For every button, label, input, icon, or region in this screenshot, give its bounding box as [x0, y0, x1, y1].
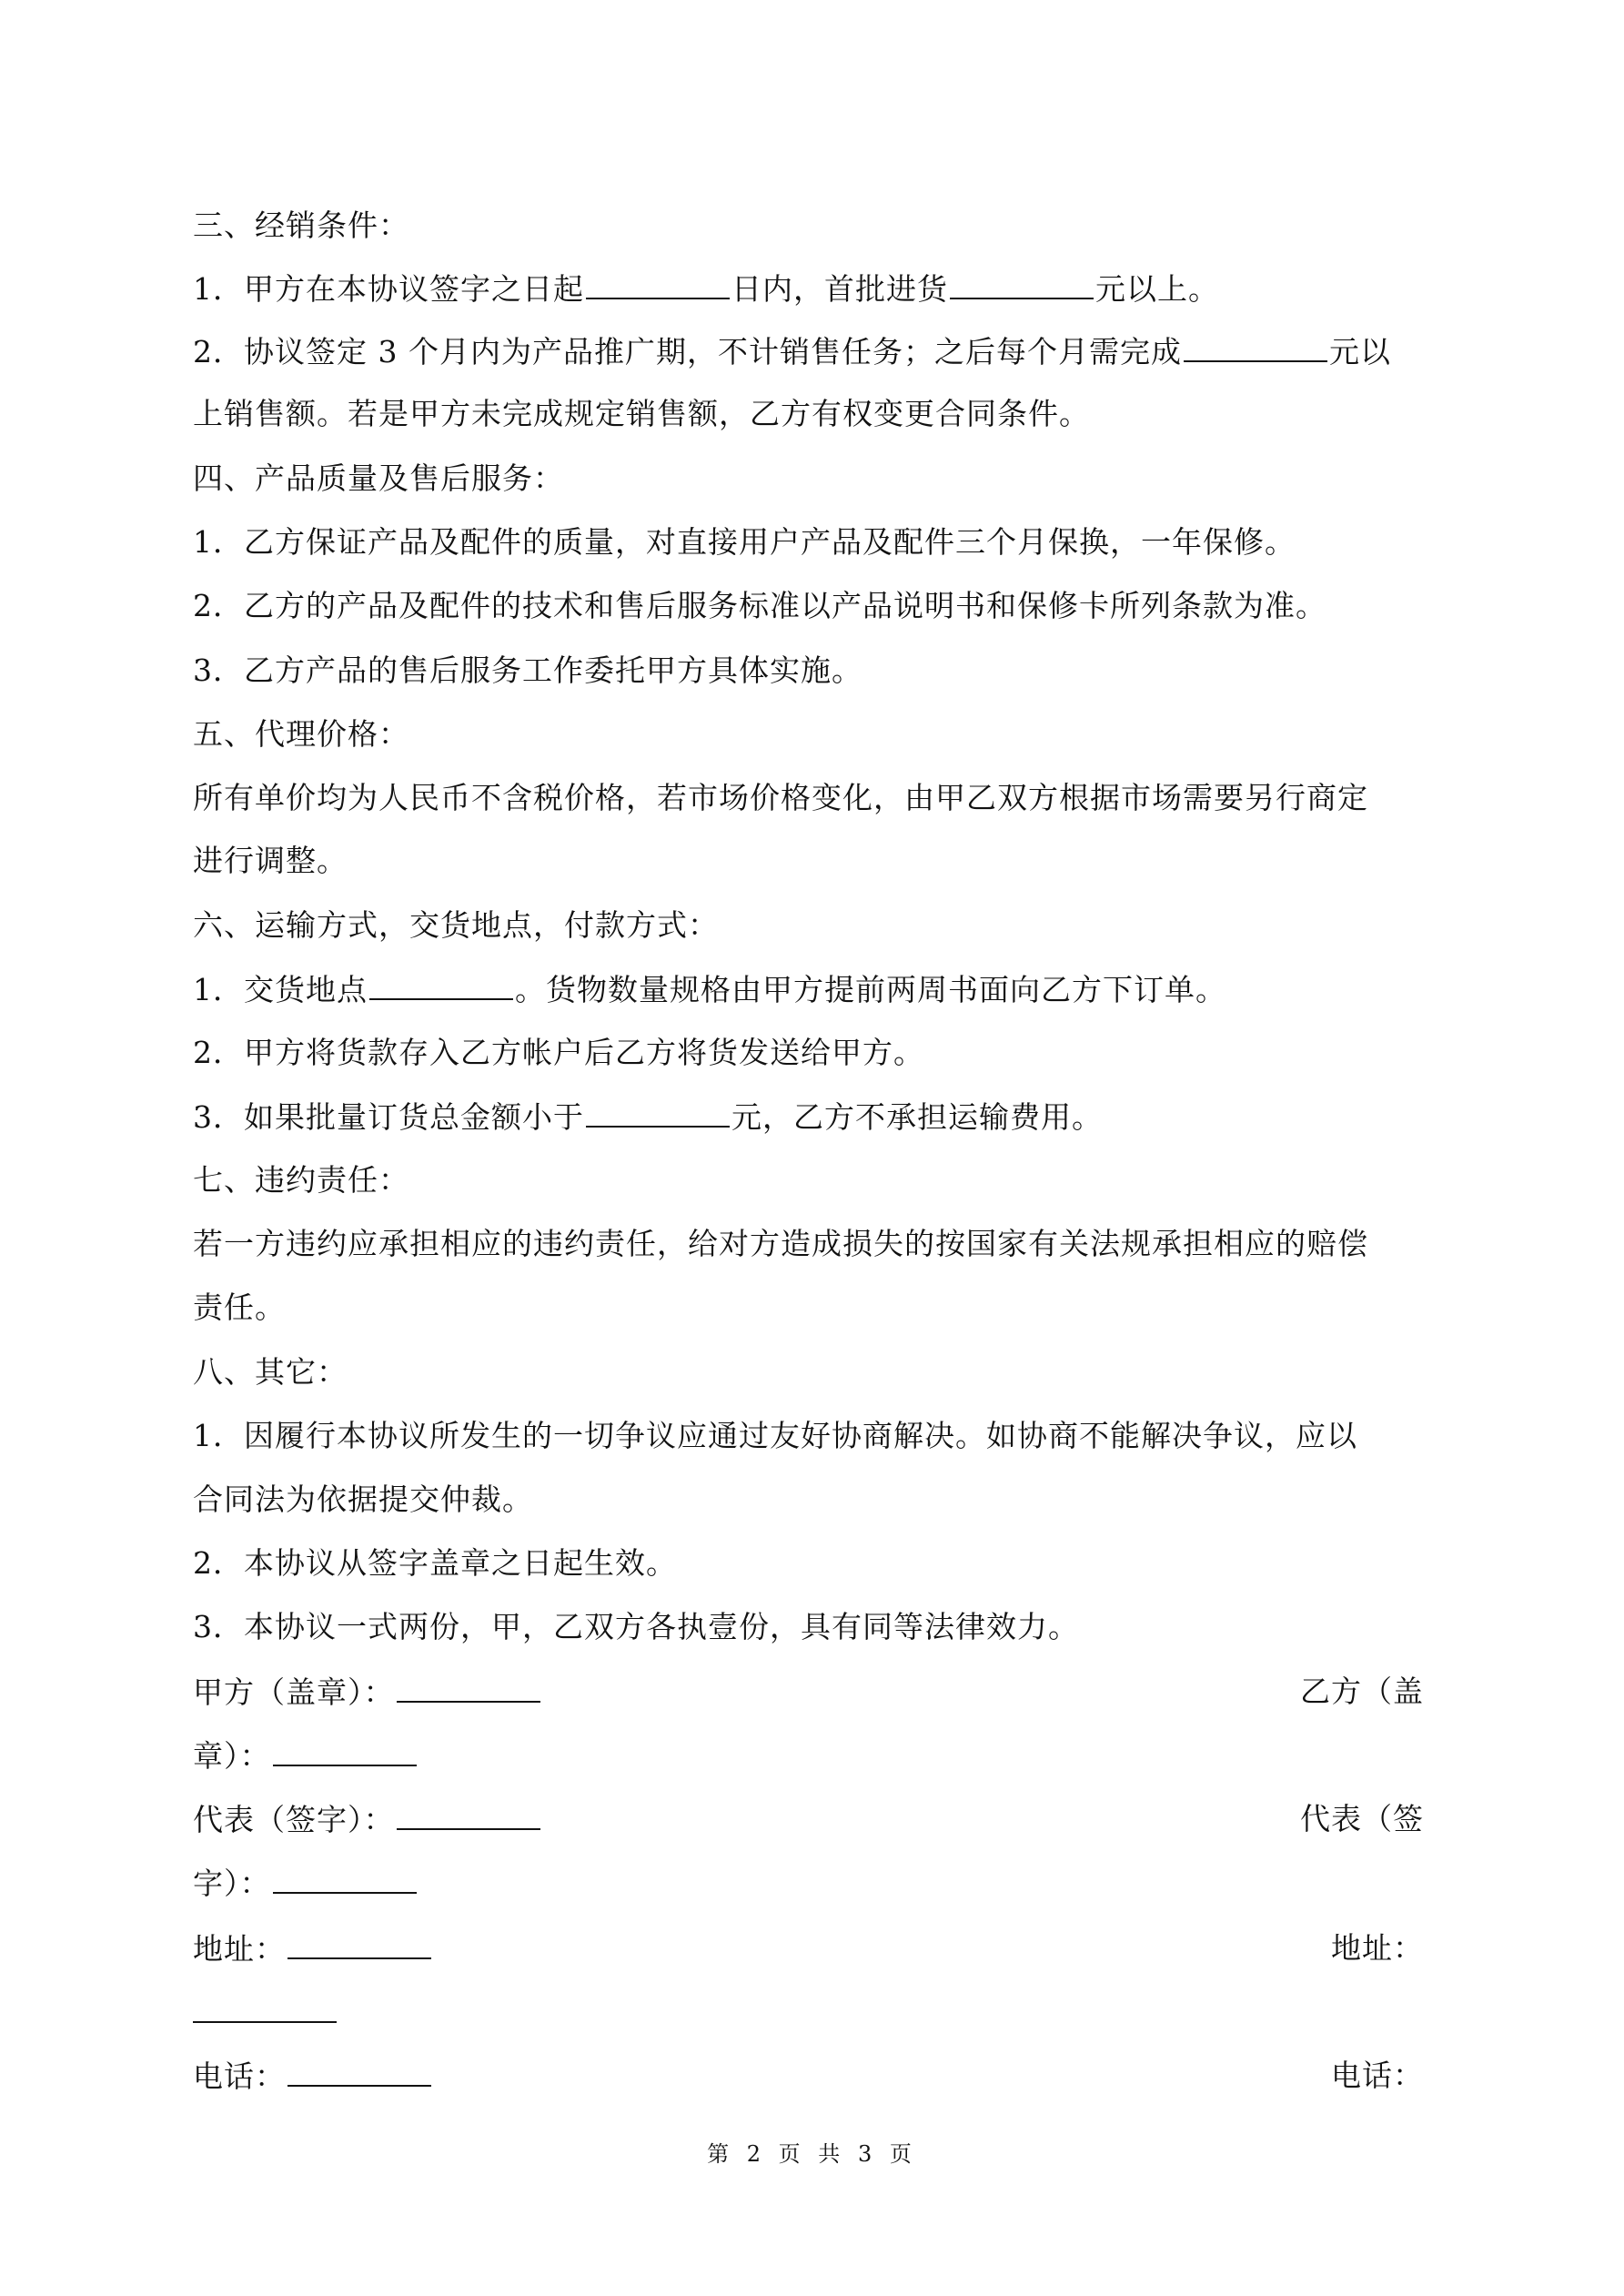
clause-6-2: 2．甲方将货款存入乙方帐户后乙方将货发送给甲方。 — [193, 1035, 924, 1070]
rep-b-label-part-1: 代表（签 — [1300, 1801, 1424, 1836]
party-b-seal-label-part-2: 章）： — [193, 1738, 271, 1774]
phone-a-blank — [287, 2058, 431, 2087]
section-3-title: 三、经销条件： — [193, 207, 409, 243]
clause-3-2-line-1 — [193, 333, 1391, 370]
blank-field-min-order-amount — [586, 1098, 730, 1128]
blank-field-days — [586, 270, 730, 299]
section-4-title: 四、产品质量及售后服务： — [193, 460, 564, 496]
blank-field-first-order-amount — [950, 270, 1094, 299]
party-a-seal-blank — [397, 1674, 540, 1703]
section-7-title: 七、违约责任： — [193, 1162, 409, 1198]
addr-a-label: 地址： — [193, 1931, 286, 1967]
phone-b-label: 电话： — [1331, 2058, 1424, 2093]
addr-b-blank — [193, 1994, 337, 2023]
phone-a-label: 电话： — [193, 2058, 286, 2094]
clause-6-3 — [193, 1098, 1103, 1136]
party-b-seal-blank — [273, 1737, 417, 1766]
section-5-title: 五、代理价格： — [193, 716, 409, 752]
section-8-title: 八、其它： — [193, 1354, 348, 1390]
rep-b-blank — [273, 1865, 417, 1894]
clause-3-1-part-a: 1．甲方在本协议签字之日起 — [193, 271, 584, 307]
blank-field-delivery-place — [369, 971, 513, 1000]
rep-b-label-part-2: 字）： — [193, 1866, 271, 1901]
clause-6-1 — [193, 971, 1226, 1008]
clause-3-1-part-c: 元以上。 — [1095, 271, 1219, 307]
rep-a-line — [193, 1801, 542, 1838]
clause-6-3-part-b: 元，乙方不承担运输费用。 — [731, 1099, 1103, 1135]
clause-4-3: 3．乙方产品的售后服务工作委托甲方具体实施。 — [193, 652, 862, 688]
section-5-paragraph-line-1: 所有单价均为人民币不含税价格，若市场价格变化，由甲乙双方根据市场需要另行商定 — [193, 780, 1368, 815]
clause-8-1-line-2: 合同法为依据提交仲裁。 — [193, 1482, 533, 1517]
addr-b-line — [193, 1994, 338, 2031]
blank-field-monthly-sales — [1184, 333, 1327, 362]
section-6-title: 六、运输方式，交货地点，付款方式： — [193, 907, 719, 943]
section-7-paragraph-line-2: 责任。 — [193, 1290, 286, 1325]
clause-4-1: 1．乙方保证产品及配件的质量，对直接用户产品及配件三个月保换，一年保修。 — [193, 524, 1296, 560]
clause-3-1-part-b: 日内，首批进货 — [731, 271, 948, 307]
party-a-seal-label: 甲方（盖章）： — [193, 1674, 395, 1710]
clause-3-2-line-2: 上销售额。若是甲方未完成规定销售额，乙方有权变更合同条件。 — [193, 396, 1090, 431]
clause-3-2-part-a: 2．协议签定 3 个月内为产品推广期，不计销售任务；之后每个月需完成 — [193, 334, 1182, 369]
phone-a-line — [193, 2058, 433, 2095]
rep-b-line — [193, 1865, 419, 1902]
clause-3-2-part-b: 元以 — [1328, 334, 1391, 369]
clause-8-1-line-1: 1．因履行本协议所发生的一切争议应通过友好协商解决。如协商不能解决争议，应以 — [193, 1418, 1357, 1453]
party-b-seal-label-part-1: 乙方（盖 — [1300, 1674, 1424, 1709]
rep-a-blank — [397, 1801, 540, 1830]
rep-a-label: 代表（签字）： — [193, 1802, 395, 1837]
clause-8-3: 3．本协议一式两份，甲，乙双方各执壹份，具有同等法律效力。 — [193, 1609, 1079, 1644]
clause-8-2: 2．本协议从签字盖章之日起生效。 — [193, 1545, 677, 1581]
addr-b-label: 地址： — [1331, 1930, 1424, 1966]
party-b-seal-line — [193, 1737, 419, 1775]
clause-6-1-part-a: 1．交货地点 — [193, 972, 368, 1007]
clause-6-1-part-b: 。货物数量规格由甲方提前两周书面向乙方下订单。 — [515, 972, 1226, 1007]
addr-a-line — [193, 1930, 433, 1967]
clause-3-1 — [193, 270, 1219, 308]
page-number-footer: 第 2 页 共 3 页 — [707, 2141, 917, 2167]
addr-a-blank — [287, 1930, 431, 1959]
clause-6-3-part-a: 3．如果批量订货总金额小于 — [193, 1099, 584, 1135]
section-7-paragraph-line-1: 若一方违约应承担相应的违约责任，给对方造成损失的按国家有关法规承担相应的赔偿 — [193, 1226, 1368, 1261]
section-5-paragraph-line-2: 进行调整。 — [193, 843, 348, 878]
clause-4-2: 2．乙方的产品及配件的技术和售后服务标准以产品说明书和保修卡所列条款为准。 — [193, 588, 1326, 623]
party-a-seal-line — [193, 1674, 542, 1711]
